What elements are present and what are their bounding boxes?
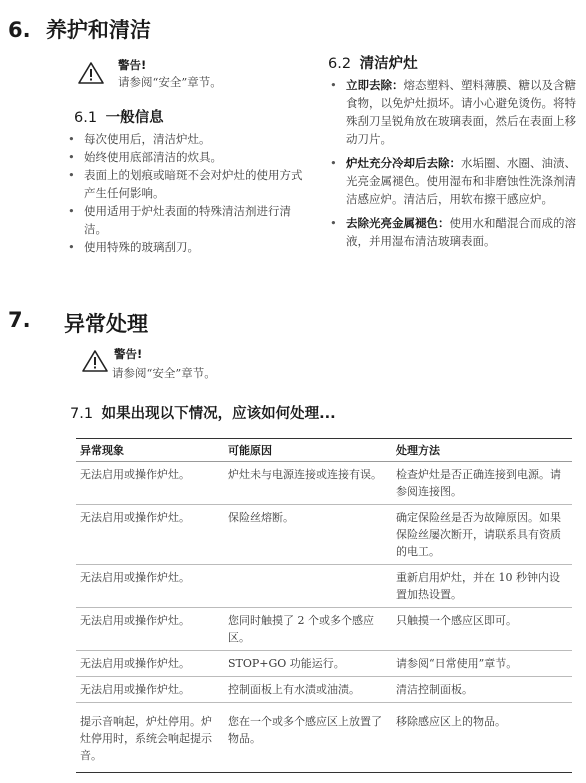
table-row [76,608,572,651]
section-6-title: 养护和清洁 [45,18,151,42]
cell-cause: 保险丝熔断。 [224,505,392,565]
table-header-row [76,439,572,462]
cell-cause: 您同时触摸了 2 个或多个感应区。 [224,608,392,651]
list-item-text: 水垢圈、水圈、油渍、光亮金属褪色。使用湿布和非磨蚀性洗涤剂清洁感应炉。清洁后，用软布擦干感应炉。 [346,156,576,206]
table-row [76,505,572,565]
list-item [328,214,580,250]
cell-cause: 控制面板上有水渍或油渍。 [224,677,392,703]
section-6-number: 6. [8,18,31,42]
subsection-7-1-number: 7.1 [70,406,94,422]
cell-solution: 清洁控制面板。 [392,677,572,703]
list-item [328,154,580,208]
subsection-6-2-number: 6.2 [328,56,352,72]
warning-text: 请参阅“安全”章节。 [112,366,216,380]
section-7-title: 异常处理 [64,312,148,336]
cell-symptom: 无法启用或操作炉灶。 [76,505,224,565]
cell-solution: 只触摸一个感应区即可。 [392,608,572,651]
warning-icon [82,350,108,372]
subsection-6-1-title: 一般信息 [105,110,164,126]
troubleshooting-table [76,438,572,773]
warning-text: 请参阅“安全”章节。 [118,75,222,89]
table-row [76,462,572,505]
warning-icon [78,62,104,84]
subsection-6-1-heading [74,106,164,127]
cell-cause: 炉灶未与电源连接或连接有误。 [224,462,392,505]
list-item-text: 使用水和醋混合而成的溶液，并用湿布清洁玻璃表面。 [346,216,576,248]
subsection-6-2-title: 清洁炉灶 [359,56,418,72]
cell-solution: 确定保险丝是否为故障原因。如果保险丝屡次断开，请联系具有资质的电工。 [392,505,572,565]
table-row [76,651,572,677]
cell-symptom: 无法启用或操作炉灶。 [76,651,224,677]
list-item-lead: 立即去除： [346,78,404,92]
list-item-lead: 炉灶充分冷却后去除： [346,156,461,170]
cleaning-list [328,76,580,250]
list-item: • 表面上的划痕或暗斑不会对炉灶的使用方式产生任何影响。 [66,166,306,202]
list-item-text: 熔态塑料、塑料薄膜、糖以及含糖食物，以免炉灶损坏。请小心避免烫伤。将特殊刮刀呈锐角放在玻璃表面，然后在表面上移动刀片。 [346,78,576,146]
cell-solution: 请参阅“日常使用”章节。 [392,651,572,677]
list-item: • 使用特殊的玻璃刮刀。 [66,238,306,256]
section-7-number: 7. [8,308,31,332]
subsection-7-1-title: 如果出现以下情况，应该如何处理... [101,406,336,422]
warning-title: 警告! [118,58,147,72]
section-6-heading [8,14,151,44]
cell-solution: 检查炉灶是否正确连接到电源。请参阅连接图。 [392,462,572,505]
table-row [76,703,572,773]
list-item-lead: 去除光亮金属褪色： [346,216,450,230]
cell-cause: STOP+GO 功能运行。 [224,651,392,677]
cell-symptom: 无法启用或操作炉灶。 [76,462,224,505]
subsection-6-2-heading [328,52,418,73]
list-item [328,76,580,148]
table-row [76,565,572,608]
general-info-list [66,130,306,256]
subsection-7-1-heading [70,402,336,423]
cell-solution: 重新启用炉灶，并在 10 秒钟内设置加热设置。 [392,565,572,608]
list-item: • 始终使用底部清洁的炊具。 [66,148,306,166]
column-header-solution: 处理方法 [392,439,572,462]
cell-cause [224,565,392,608]
cell-symptom: 无法启用或操作炉灶。 [76,565,224,608]
subsection-6-1-number: 6.1 [74,110,98,126]
list-item: • 每次使用后，清洁炉灶。 [66,130,306,148]
warning-title: 警告! [114,347,143,361]
cell-symptom: 无法启用或操作炉灶。 [76,608,224,651]
cell-symptom: 无法启用或操作炉灶。 [76,677,224,703]
column-header-symptom: 异常现象 [76,439,224,462]
column-header-cause: 可能原因 [224,439,392,462]
table-row [76,677,572,703]
cell-symptom: 提示音响起，炉灶停用。炉灶停用时，系统会响起提示音。 [76,703,224,773]
cell-solution: 移除感应区上的物品。 [392,703,572,773]
cell-cause: 您在一个或多个感应区上放置了物品。 [224,703,392,773]
section-7-heading [8,308,148,336]
list-item: • 使用适用于炉灶表面的特殊清洁剂进行清洁。 [66,202,306,238]
